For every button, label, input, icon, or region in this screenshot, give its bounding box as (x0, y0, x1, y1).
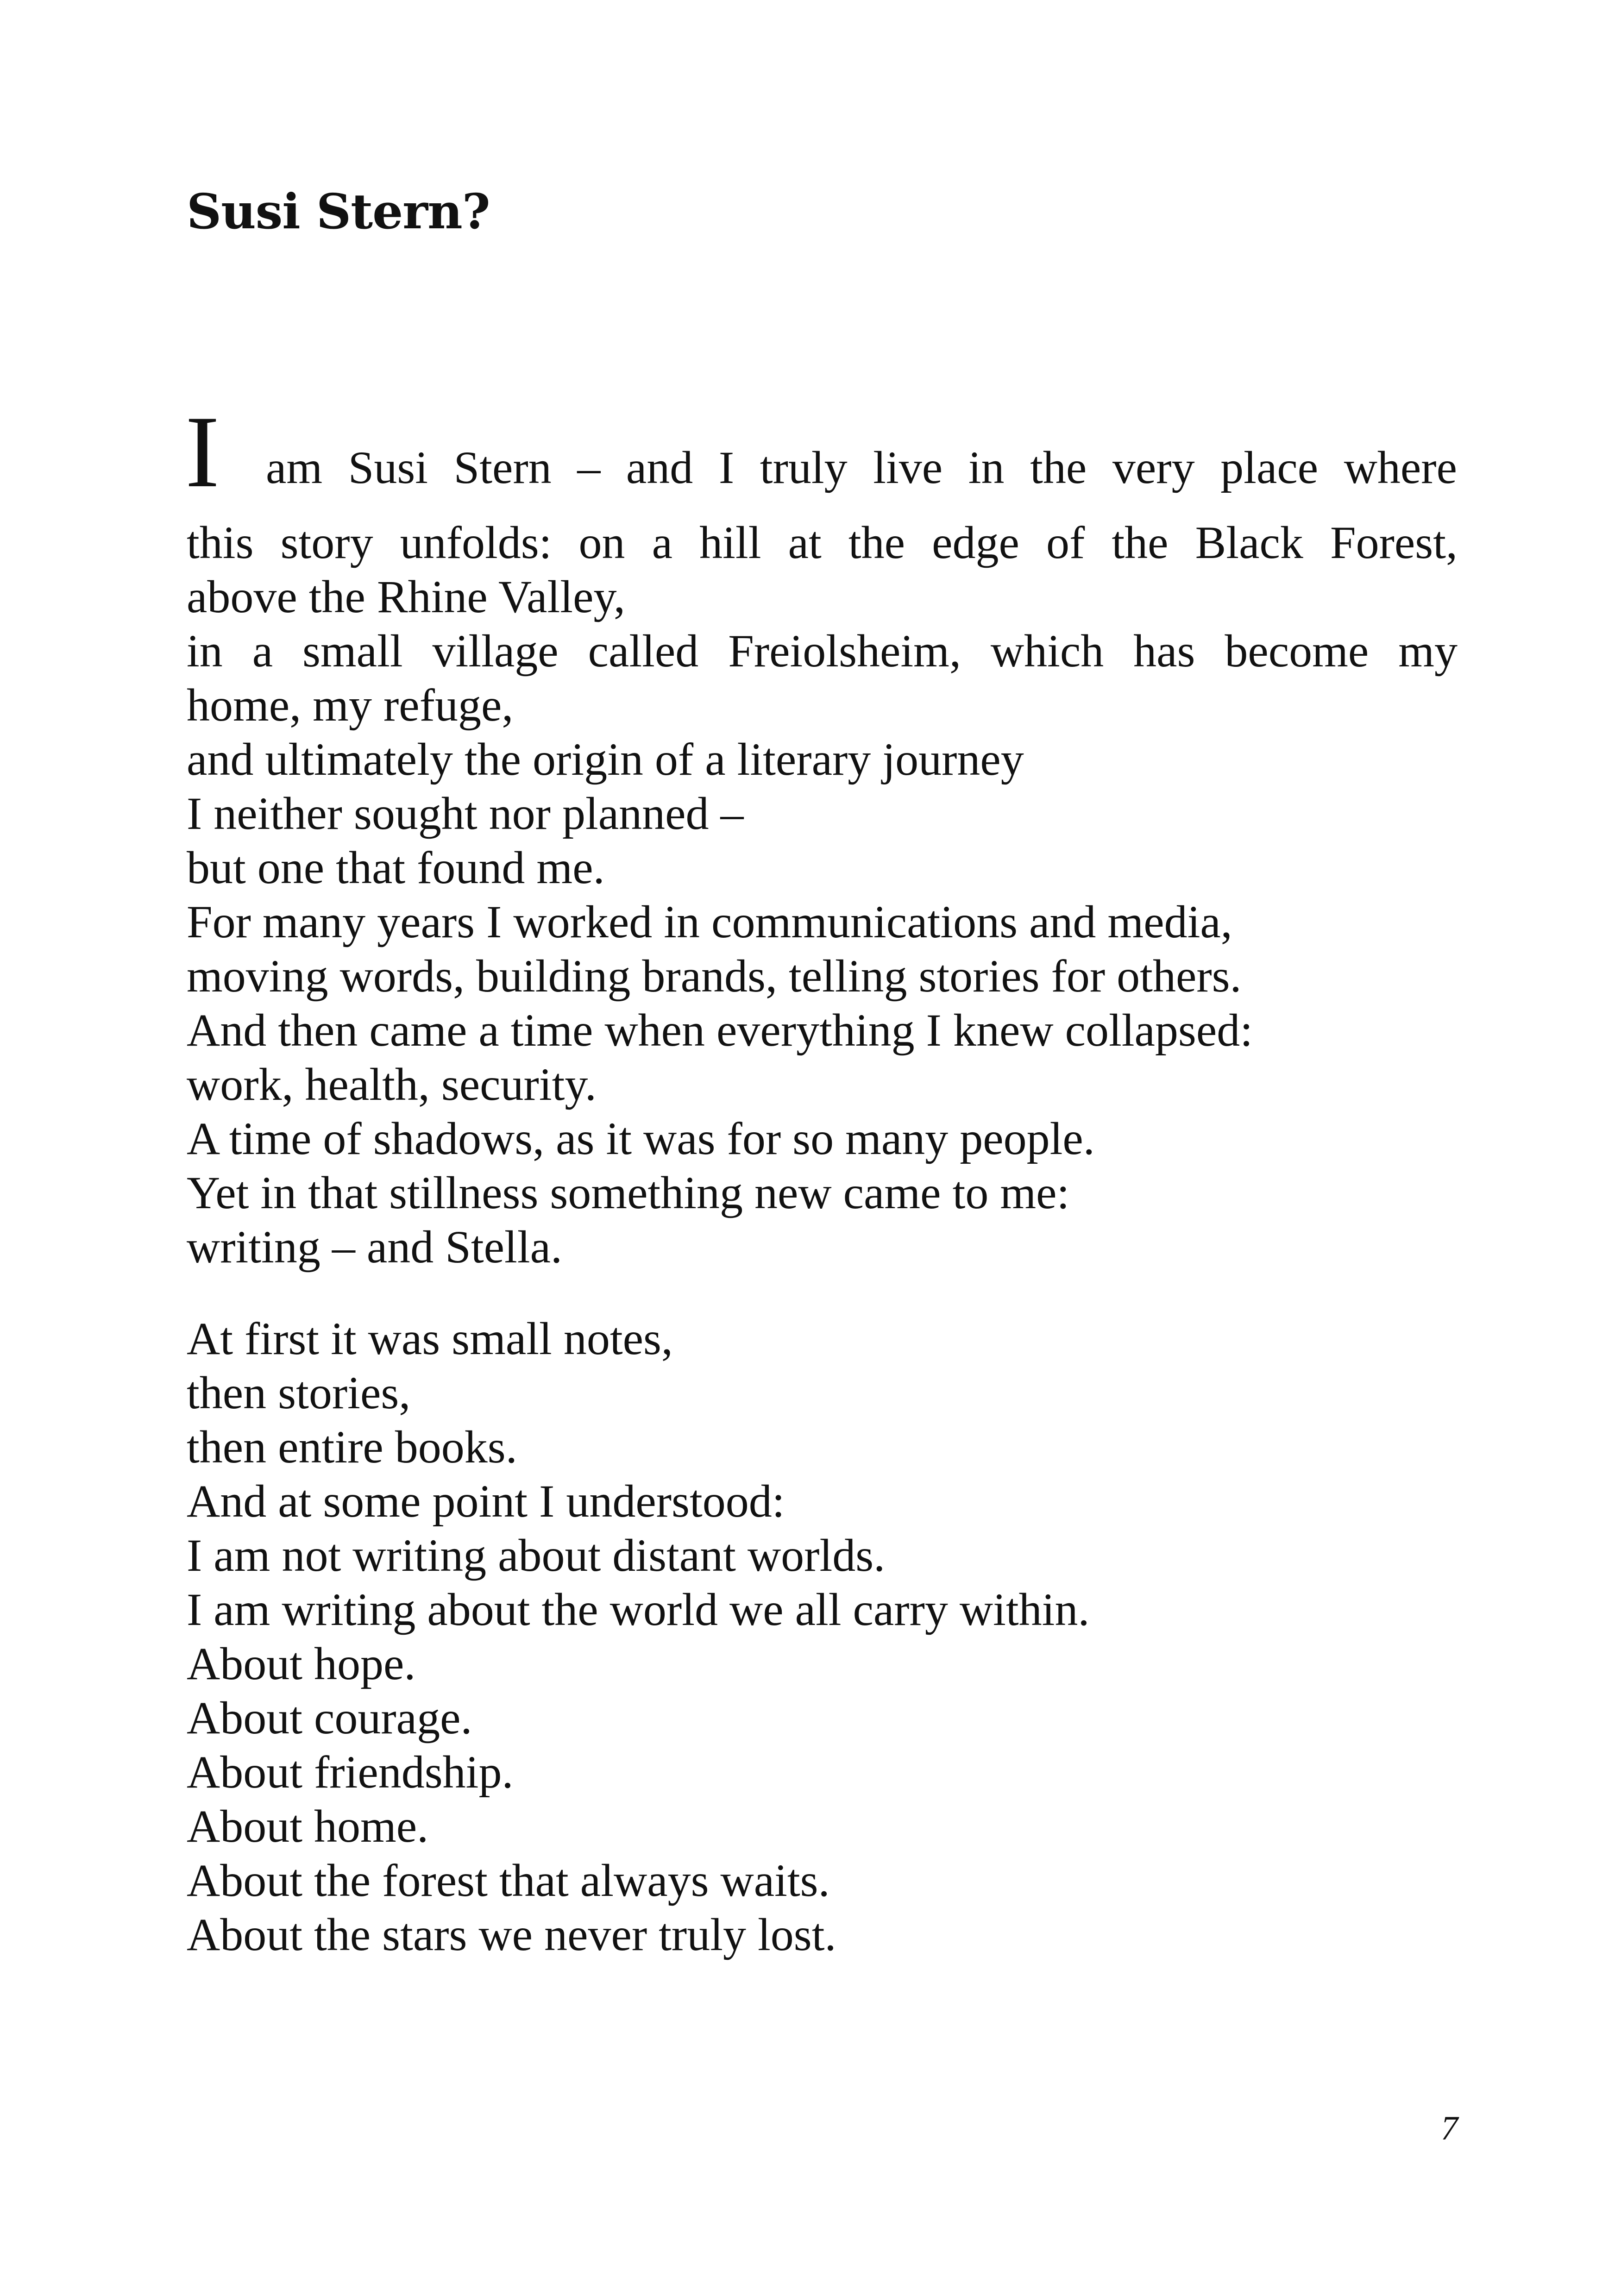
paragraph-2 (187, 1311, 1458, 1962)
text-line: And at some point I understood: (187, 1475, 785, 1527)
text-line: About courage. (187, 1692, 472, 1744)
text-line: And then came a time when everything I knew collapsed: (187, 1004, 1253, 1056)
text-line: I am not writing about distant worlds. (187, 1530, 886, 1581)
drop-cap: I (185, 395, 220, 509)
text-line: writing – and Stella. (187, 1221, 562, 1273)
page-number: 7 (1441, 2109, 1458, 2147)
text-line: About the stars we never truly lost. (187, 1909, 836, 1960)
text-line: Yet in that stillness something new came to me: (187, 1167, 1070, 1218)
text-line: then entire books. (187, 1421, 517, 1473)
text-line: About friendship. (187, 1746, 514, 1798)
text-line: home, my refuge, (187, 679, 514, 731)
text-line: About hope. (187, 1638, 416, 1689)
text-line: About the forest that always waits. (187, 1855, 830, 1906)
opening-line: am Susi Stern – and I truly live in the very place where (266, 442, 1457, 493)
text-line: in a small village called Freiolsheim, which has become my (187, 625, 1458, 677)
text-line: but one that found me. (187, 842, 605, 893)
text-line: About home. (187, 1800, 429, 1852)
page-heading: Susi Stern? (187, 183, 490, 240)
text-line: A time of shadows, as it was for so many people. (187, 1113, 1095, 1164)
text-line: moving words, building brands, telling stories for others. (187, 950, 1242, 1002)
text-line: then stories, (187, 1367, 411, 1418)
text-line: At first it was small notes, (187, 1313, 673, 1364)
text-line: and ultimately the origin of a literary journey (187, 734, 1024, 785)
text-line: I am writing about the world we all carry within. (187, 1584, 1090, 1635)
text-line: I neither sought nor planned – (187, 788, 744, 839)
text-line: For many years I worked in communications and media, (187, 896, 1232, 947)
text-line: above the Rhine Valley, (187, 571, 625, 622)
text-line: this story unfolds: on a hill at the edge of the Black Forest, (187, 517, 1458, 568)
paragraph-1 (187, 515, 1458, 1274)
text-line: work, health, security. (187, 1059, 597, 1110)
